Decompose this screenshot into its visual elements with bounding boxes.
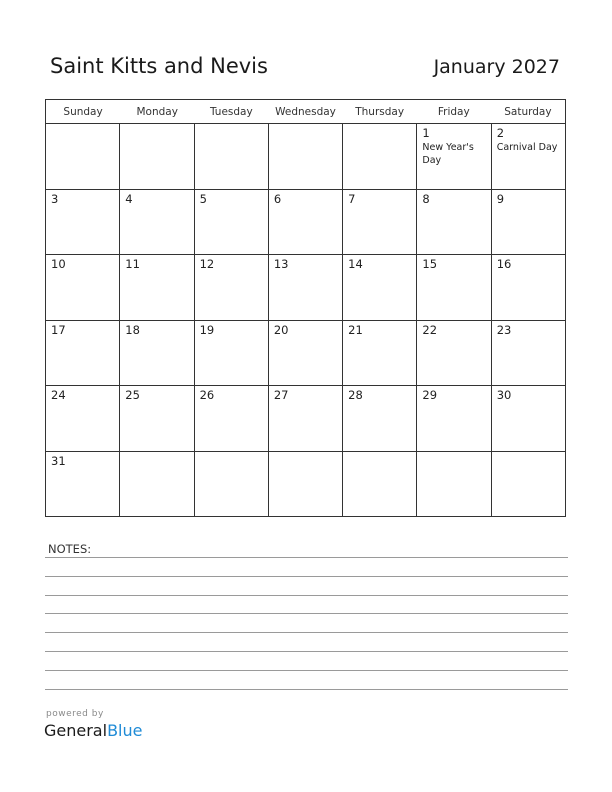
- calendar-title: Saint Kitts and Nevis: [50, 54, 268, 78]
- note-line: [45, 557, 568, 558]
- day-cell: [195, 255, 269, 320]
- brand-general-text: General: [44, 721, 108, 740]
- note-line: [45, 595, 568, 596]
- day-cell: [343, 452, 417, 517]
- week-row: [46, 452, 565, 517]
- day-number: 9: [496, 191, 505, 206]
- day-cell: [120, 386, 194, 451]
- day-cell: [492, 255, 565, 320]
- day-cell: [343, 124, 417, 189]
- day-cell: [269, 452, 343, 517]
- weekday-tuesday: Tuesday: [209, 106, 253, 118]
- day-number: 21: [348, 322, 363, 337]
- day-number: 6: [273, 191, 282, 206]
- note-line: [45, 613, 568, 614]
- day-number: 13: [273, 257, 289, 271]
- day-number: 27: [273, 388, 289, 402]
- day-number: 3: [51, 191, 59, 206]
- note-line: [45, 576, 568, 577]
- day-number: 18: [125, 322, 140, 337]
- day-number: 5: [199, 191, 207, 206]
- day-number: 22: [422, 322, 438, 337]
- day-cell: [269, 190, 343, 255]
- weekday-friday: Friday: [437, 106, 470, 118]
- calendar-weeks: [46, 124, 565, 516]
- week-row: [46, 321, 565, 387]
- week-row: [46, 255, 565, 321]
- week-row: [46, 190, 565, 256]
- day-number: 20: [273, 322, 289, 337]
- day-cell: [492, 452, 565, 517]
- day-cell: [492, 386, 565, 451]
- day-number: 7: [348, 191, 356, 206]
- day-cell: [417, 386, 491, 451]
- day-cell: [46, 190, 120, 255]
- day-cell: [195, 190, 269, 255]
- day-cell: [417, 255, 491, 320]
- calendar-grid: [45, 99, 566, 517]
- week-row: [46, 386, 565, 452]
- weekday-thursday: Thursday: [355, 106, 405, 118]
- day-cell: [120, 190, 194, 255]
- weekday-saturday: Saturday: [504, 106, 552, 118]
- day-cell: [343, 321, 417, 386]
- day-cell: [195, 386, 269, 451]
- powered-by-text: powered by: [46, 709, 104, 719]
- day-number: 28: [348, 388, 363, 402]
- day-cell: [343, 386, 417, 451]
- weekday-wednesday: Wednesday: [275, 106, 336, 118]
- day-cell: [120, 321, 194, 386]
- day-number: 19: [199, 322, 215, 337]
- note-line: [45, 670, 568, 671]
- day-number: 30: [496, 388, 512, 402]
- day-cell: [269, 124, 343, 189]
- holiday-label: Carnival Day: [496, 142, 558, 153]
- day-number: 15: [422, 257, 438, 271]
- day-number: 29: [422, 388, 438, 402]
- calendar-month: January 2027: [433, 56, 560, 78]
- day-cell: [195, 124, 269, 189]
- week-row: [46, 124, 565, 190]
- day-number: 12: [199, 257, 215, 271]
- day-cell: [269, 386, 343, 451]
- day-number: 1: [422, 126, 430, 140]
- day-number: 10: [51, 257, 66, 271]
- day-number: 31: [51, 453, 66, 468]
- day-cell: [417, 124, 491, 189]
- day-number: 8: [422, 191, 430, 206]
- weekday-header-row: [46, 100, 565, 124]
- day-number: 26: [199, 388, 215, 402]
- day-cell: [46, 255, 120, 320]
- day-cell: [120, 124, 194, 189]
- day-number: 16: [496, 257, 512, 271]
- day-cell: [46, 124, 120, 189]
- day-cell: [46, 452, 120, 517]
- day-number: 2: [496, 126, 505, 140]
- day-number: 25: [125, 388, 140, 402]
- day-cell: [492, 321, 565, 386]
- day-number: 4: [125, 191, 133, 206]
- note-line: [45, 632, 568, 633]
- weekday-sunday: Sunday: [63, 106, 103, 118]
- note-line: [45, 689, 568, 690]
- day-cell: [343, 255, 417, 320]
- day-cell: [120, 255, 194, 320]
- day-number: 11: [125, 257, 140, 271]
- day-number: 24: [51, 388, 66, 402]
- weekday-monday: Monday: [136, 106, 178, 118]
- day-cell: [46, 321, 120, 386]
- brand-blue-text: Blue: [107, 721, 143, 740]
- day-cell: [492, 124, 565, 189]
- day-number: 17: [51, 322, 66, 337]
- day-number: 14: [348, 257, 363, 271]
- day-cell: [492, 190, 565, 255]
- holiday-label: New Year's Day: [422, 142, 474, 166]
- day-cell: [269, 255, 343, 320]
- day-cell: [343, 190, 417, 255]
- day-cell: [46, 386, 120, 451]
- day-cell: [417, 321, 491, 386]
- day-cell: [417, 190, 491, 255]
- notes-label: NOTES:: [48, 542, 92, 556]
- day-cell: [195, 321, 269, 386]
- day-cell: [195, 452, 269, 517]
- day-cell: [417, 452, 491, 517]
- generalblue-logo: [44, 721, 142, 740]
- day-cell: [269, 321, 343, 386]
- note-line: [45, 651, 568, 652]
- day-number: 23: [496, 322, 512, 337]
- day-cell: [120, 452, 194, 517]
